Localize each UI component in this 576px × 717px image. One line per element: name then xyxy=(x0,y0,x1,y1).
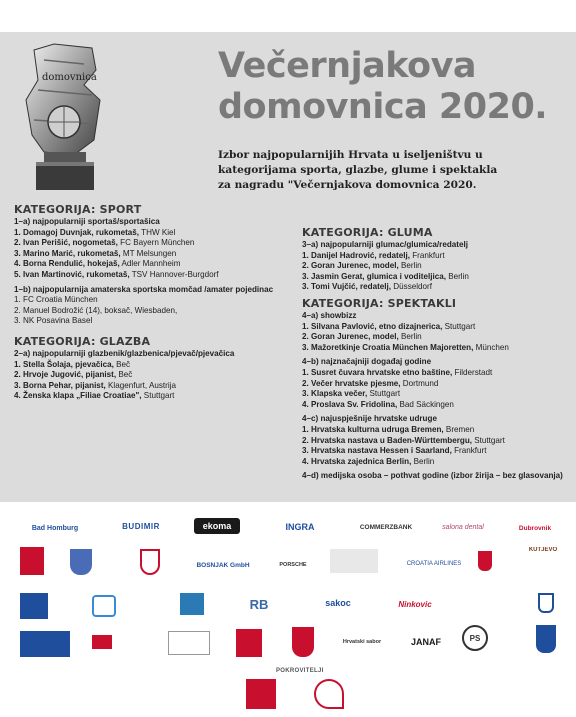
sponsor-logo-banner-icon xyxy=(20,631,70,657)
list-item: 2. Goran Jurenec, model, Berlin xyxy=(302,261,422,271)
sponsor-logo-squares-icon xyxy=(330,549,378,573)
sponsor-logo: BOSNJAK GmbH xyxy=(196,561,250,569)
trophy-icon xyxy=(14,40,114,200)
page-title xyxy=(218,46,576,128)
glazba-sub: 2–a) najpopularniji glazbenik/glazbenica/pjevač/pjevačica xyxy=(14,348,235,358)
list-item: 1. FC Croatia München xyxy=(14,295,98,305)
list-item: 4. Proslava Sv. Fridolina, Bad Säckingen xyxy=(302,399,454,409)
sponsor-logo: COMMERZBANK xyxy=(359,523,413,531)
intro-line-1: Izbor najpopularnijih Hrvata u iseljeništvu u xyxy=(218,149,483,161)
right-column xyxy=(302,226,572,482)
sponsor-logo: BUDIMIR xyxy=(122,521,160,531)
coat-of-arms-icon xyxy=(536,625,556,653)
spektakli-sub-c: 4–c) najuspješnije hrvatske udruge xyxy=(302,414,437,424)
list-item: 1. Silvana Pavlović, etno dizajnerica, Stuttgart xyxy=(302,321,476,331)
list-item: 2. Ivan Perišić, nogometaš, FC Bayern München xyxy=(14,238,195,248)
pokrovitelji-label: POKROVITELJI xyxy=(276,668,324,674)
intro-text xyxy=(218,148,518,193)
list-item: 2. Večer hrvatske pjesme, Dortmund xyxy=(302,378,439,388)
list-item: 2. Hrvoje Jugović, pijanist, Beč xyxy=(14,370,133,380)
sponsor-logo: CROATIA AIRLINES xyxy=(406,561,462,567)
coat-of-arms-icon xyxy=(478,551,492,571)
sponsor-logo: KUTJEVO xyxy=(528,547,558,553)
list-item: 3. Tomi Vujčić, redatelj, Düsseldorf xyxy=(302,282,432,292)
list-item: 3. Hrvatska nastava Hessen i Saarland, Frankfurt xyxy=(302,446,487,456)
left-column xyxy=(14,203,299,402)
gluma-sub: 3–a) najpopularniji glumac/glumica/redatelj xyxy=(302,240,468,249)
sponsor-logo: Dubrovnik xyxy=(518,524,552,532)
sport-heading: KATEGORIJA: SPORT xyxy=(14,203,142,216)
title-line-2: domovnica 2020. xyxy=(218,87,548,127)
list-item: 3. Jasmin Gerat, glumica i voditeljica, Berlin xyxy=(302,271,469,281)
sponsor-logo: Ninkovic xyxy=(398,599,432,609)
intro-line-3: za nagradu "Večernjakova domovnica 2020. xyxy=(218,179,477,191)
sponsor-logo-square-icon xyxy=(20,593,48,619)
sport-sub-a: 1–a) najpopularniji sportaš/sportašica xyxy=(14,217,160,226)
coat-of-arms-icon xyxy=(292,627,314,657)
spektakli-sub-d: 4–d) medijska osoba – pothvat godine (izbor žirija – bez glasovanja) xyxy=(302,471,563,481)
title-line-1: Večernjakova xyxy=(218,46,477,86)
list-item: 1. Susret čuvara hrvatske etno baštine, Filderstadt xyxy=(302,367,493,377)
sponsor-logo: PS xyxy=(462,625,488,651)
list-item: 4. Ženska klapa „Filiae Croatiae", Stuttgart xyxy=(14,391,175,401)
croatian-coat-of-arms-icon xyxy=(246,679,276,709)
sponsor-logo: Bad Homburg xyxy=(31,524,79,532)
list-item: 3. Borna Pehar, pijanist, Klagenfurt, Austrija xyxy=(14,380,176,390)
coat-of-arms-icon xyxy=(70,549,92,575)
list-item: 1. Danijel Hadrović, redatelj, Frankfurt xyxy=(302,250,445,260)
sponsor-logo: JANAF xyxy=(410,637,441,647)
list-item: 1. Hrvatska kulturna udruga Bremen, Bremen xyxy=(302,424,475,434)
sport-sub-b: 1–b) najpopularnija amaterska sportska momčad /amater pojedinac xyxy=(14,284,274,294)
gluma-heading: KATEGORIJA: GLUMA xyxy=(302,226,433,239)
croatian-flag-icon xyxy=(92,635,112,649)
coat-of-arms-icon xyxy=(538,593,554,613)
sponsor-logo: salona dental xyxy=(442,523,484,531)
sponsor-logos xyxy=(14,507,566,717)
sponsor-logo: RB xyxy=(249,596,269,612)
sponsor-logo-square-icon xyxy=(180,593,204,615)
coat-of-arms-icon xyxy=(140,549,160,575)
list-item: 3. Mažoretkinje Croatia München Majoretten, München xyxy=(302,342,509,352)
list-item: 5. Ivan Martinović, rukometaš, TSV Hannover-Burgdorf xyxy=(14,269,219,279)
sponsor-logo: INGRA xyxy=(285,522,315,532)
list-item: 1. Stella Šolaja, pjevačica, Beč xyxy=(14,359,131,369)
sponsor-logo-box-icon xyxy=(168,631,210,655)
spektakli-sub-b: 4–b) najznačajniji događaj godine xyxy=(302,357,432,367)
sponsor-logo-script-icon xyxy=(460,595,504,611)
sponsor-logo: ekoma xyxy=(194,518,240,534)
sponsor-logo: PORSCHE xyxy=(279,562,307,568)
list-item: 1. Domagoj Duvnjak, rukometaš, THW Kiel xyxy=(14,227,176,237)
glazba-heading: KATEGORIJA: GLAZBA xyxy=(14,334,151,348)
list-item: 3. Marino Marić, rukometaš, MT Melsungen xyxy=(14,248,177,258)
list-item: 3. Klapska večer, Stuttgart xyxy=(302,389,401,399)
sponsor-logo-shield-icon xyxy=(20,547,44,575)
list-item: 4. Borna Rendulić, hokejaš, Adler Mannheim xyxy=(14,259,181,269)
sponsor-logo-square-icon xyxy=(92,595,116,617)
sponsor-logo: Hrvatski sabor xyxy=(342,639,382,645)
list-item: 3. NK Posavina Basel xyxy=(14,316,93,326)
top-margin xyxy=(0,0,576,32)
trophy-engraving: domovnica xyxy=(42,72,97,83)
spektakli-heading: KATEGORIJA: SPEKTAKLI xyxy=(302,296,457,310)
sport-a-list xyxy=(14,228,299,281)
list-item: 2. Goran Jurenec, model, Berlin xyxy=(302,332,422,342)
intro-line-2: kategorijama sporta, glazbe, glume i spektakla xyxy=(218,164,498,176)
sponsor-logo-checker-icon xyxy=(236,629,262,657)
list-item: 2. Hrvatska nastava u Baden-Württembergu, Stuttgart xyxy=(302,435,505,445)
list-item: 4. Hrvatska zajednica Berlin, Berlin xyxy=(302,456,435,466)
sponsor-logo: sakoc xyxy=(325,598,351,608)
list-item: 2. Manuel Bodrožić (14), boksač, Wiesbaden, xyxy=(14,305,178,315)
heart-logo-icon xyxy=(314,679,344,709)
spektakli-sub-a: 4–a) showbizz xyxy=(302,310,357,320)
